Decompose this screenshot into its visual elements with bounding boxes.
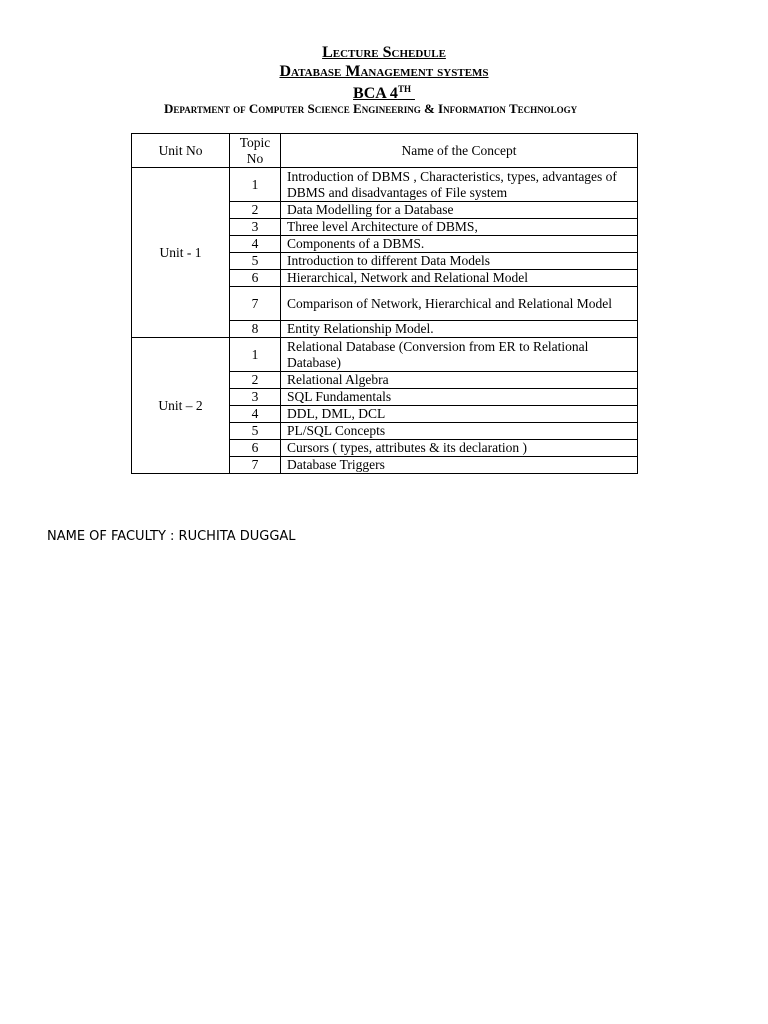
topic-no: 2 [230, 202, 281, 219]
table-row [132, 338, 638, 372]
topic-concept: Database Triggers [281, 457, 638, 474]
topic-concept: Three level Architecture of DBMS, [281, 219, 638, 236]
course-label: BCA 4 [353, 85, 398, 102]
topic-no: 6 [230, 440, 281, 457]
topic-no: 8 [230, 321, 281, 338]
topic-concept: Comparison of Network, Hierarchical and Relational Model [281, 287, 638, 321]
subject-title: Database Management systems [279, 63, 489, 80]
course-suffix: TH [397, 84, 411, 94]
table-header-row [132, 134, 638, 168]
header-concept: Name of the Concept [281, 134, 638, 168]
topic-concept: Relational Database (Conversion from ER to Relational Database) [281, 338, 638, 372]
course-title [0, 81, 768, 102]
lecture-schedule-table [131, 133, 638, 474]
topic-no: 1 [230, 168, 281, 202]
header-unit-no: Unit No [132, 134, 230, 168]
topic-no: 5 [230, 423, 281, 440]
unit-label: Unit - 1 [132, 168, 230, 338]
page-title: Lecture Schedule [322, 44, 446, 61]
document-header [0, 43, 768, 102]
topic-concept: SQL Fundamentals [281, 389, 638, 406]
topic-no: 3 [230, 219, 281, 236]
department-title: Department of Computer Science Engineering & Information Technology [164, 101, 578, 116]
topic-concept: Introduction to different Data Models [281, 253, 638, 270]
topic-concept: Hierarchical, Network and Relational Model [281, 270, 638, 287]
topic-no: 3 [230, 389, 281, 406]
topic-no: 2 [230, 372, 281, 389]
topic-no: 5 [230, 253, 281, 270]
topic-no: 6 [230, 270, 281, 287]
header-topic-no: Topic No [230, 134, 281, 168]
faculty-name: NAME OF FACULTY : RUCHITA DUGGAL [47, 529, 296, 544]
unit-label: Unit – 2 [132, 338, 230, 474]
topic-concept: Introduction of DBMS , Characteristics, types, advantages of DBMS and disadvantages of File system [281, 168, 638, 202]
table-row [132, 168, 638, 202]
topic-concept: PL/SQL Concepts [281, 423, 638, 440]
topic-concept: Relational Algebra [281, 372, 638, 389]
topic-concept: DDL, DML, DCL [281, 406, 638, 423]
topic-concept: Data Modelling for a Database [281, 202, 638, 219]
topic-concept: Entity Relationship Model. [281, 321, 638, 338]
topic-concept: Cursors ( types, attributes & its declaration ) [281, 440, 638, 457]
topic-no: 1 [230, 338, 281, 372]
topic-no: 4 [230, 236, 281, 253]
topic-no: 4 [230, 406, 281, 423]
topic-no: 7 [230, 287, 281, 321]
topic-concept: Components of a DBMS. [281, 236, 638, 253]
topic-no: 7 [230, 457, 281, 474]
